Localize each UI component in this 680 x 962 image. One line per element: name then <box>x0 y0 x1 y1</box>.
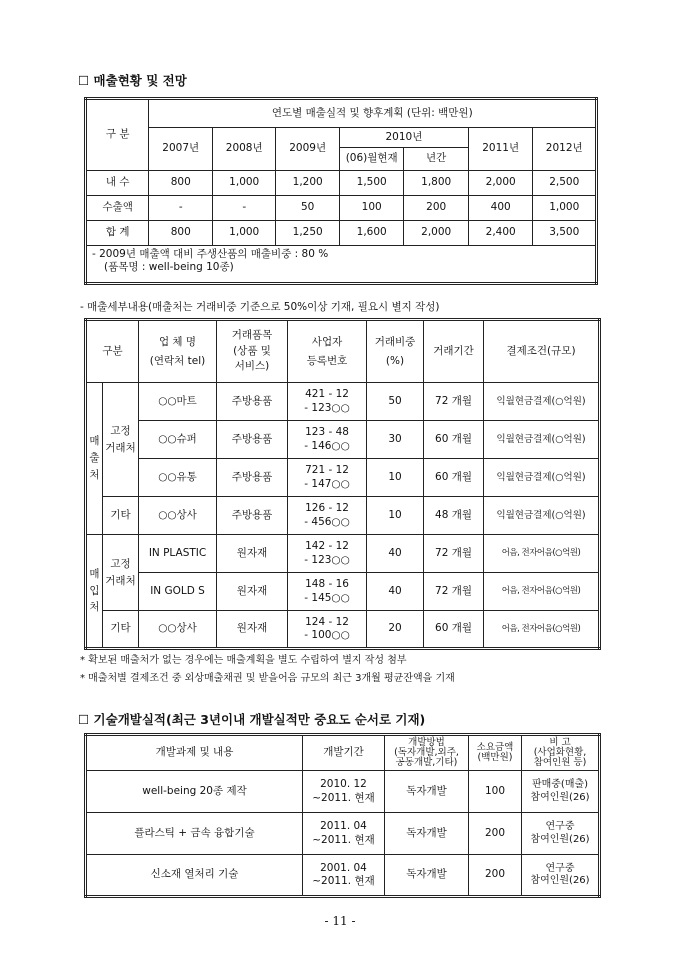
cell-biz-no: 142 - 12 - 123○○ <box>288 535 367 573</box>
cell-biz-no: 721 - 12 - 147○○ <box>288 459 367 497</box>
detail-row <box>86 611 600 649</box>
group-fixed-purchase: 고정 거래처 <box>103 535 139 611</box>
cell: 1,200 <box>276 171 339 196</box>
year-2011: 2011년 <box>468 128 533 171</box>
cell: - <box>212 196 275 221</box>
tech-table <box>84 733 601 898</box>
row-label: 수출액 <box>86 196 149 221</box>
tech-cell-task: well-being 20종 제작 <box>86 771 303 813</box>
cell-company: IN GOLD S <box>139 573 217 611</box>
page-number: - 11 - <box>324 914 356 928</box>
tech-header-task: 개발과제 및 내용 <box>86 735 303 771</box>
group-other-purchase: 기타 <box>103 611 139 649</box>
cell-company: IN PLASTIC <box>139 535 217 573</box>
header-category: 구분 <box>86 320 139 383</box>
cell-period: 72 개월 <box>424 535 484 573</box>
cell: 200 <box>404 196 469 221</box>
cell-terms: 어음, 전자어음(○억원) <box>484 535 600 573</box>
cell: 1,000 <box>212 171 275 196</box>
cell-terms: 익월현금결제(○억원) <box>484 459 600 497</box>
year-2008: 2008년 <box>212 128 275 171</box>
detail-table <box>84 318 601 650</box>
tech-row <box>86 855 600 897</box>
sales-footnote <box>86 246 597 284</box>
cell-items: 원자재 <box>217 535 288 573</box>
detail-row <box>86 573 600 611</box>
cell-biz-no: 421 - 12 - 123○○ <box>288 383 367 421</box>
cell: 2,000 <box>404 221 469 246</box>
cell-items: 주방용품 <box>217 383 288 421</box>
year-2012: 2012년 <box>533 128 597 171</box>
cell: 1,800 <box>404 171 469 196</box>
sales-corner-label: 구 분 <box>86 99 149 171</box>
sales-section-title: ☐ 매출현황 및 전망 <box>78 73 187 88</box>
header-period: 거래기간 <box>424 320 484 383</box>
detail-intro: - 매출세부내용(매출처는 거래비중 기준으로 50%이상 기재, 필요시 별지 작성) <box>80 301 440 313</box>
detail-note-1: * 확보된 매출처가 없는 경우에는 매출계획을 별도 수립하여 별지 작성 첨부 <box>80 655 407 666</box>
detail-row <box>86 459 600 497</box>
sales-table <box>84 97 598 285</box>
cell-biz-no: 126 - 12 - 456○○ <box>288 497 367 535</box>
cell-biz-no: 124 - 12 - 100○○ <box>288 611 367 649</box>
tech-cell-amount: 100 <box>469 771 522 813</box>
cell-ratio: 10 <box>367 459 424 497</box>
cell-items: 주방용품 <box>217 459 288 497</box>
sales-group-header: 연도별 매출실적 및 향후계획 (단위: 백만원) <box>149 99 597 128</box>
sales-row-export <box>86 196 597 221</box>
tech-cell-method: 독자개발 <box>385 813 469 855</box>
year-2010: 2010년 <box>339 128 468 148</box>
footnote-ratio: - 2009년 매출액 대비 주생산품의 매출비중 : 80 % <box>92 248 329 260</box>
tech-cell-amount: 200 <box>469 813 522 855</box>
cell: 1,000 <box>533 196 597 221</box>
cell: 2,400 <box>468 221 533 246</box>
tech-cell-period: 2010. 12 ~2011. 현재 <box>303 771 385 813</box>
cell-biz-no: 148 - 16 - 145○○ <box>288 573 367 611</box>
cell-terms: 익월현금결제(○억원) <box>484 383 600 421</box>
cell-period: 60 개월 <box>424 611 484 649</box>
year-2007: 2007년 <box>149 128 212 171</box>
sub-2010-annual: 년간 <box>404 148 469 171</box>
cell-terms: 어음, 전자어음(○억원) <box>484 573 600 611</box>
cell: 1,600 <box>339 221 404 246</box>
cell-terms: 익월현금결제(○억원) <box>484 421 600 459</box>
group-fixed: 고정 거래처 <box>103 383 139 497</box>
header-biz-no: 사업자 등록번호 <box>288 320 367 383</box>
cell: 1,250 <box>276 221 339 246</box>
cell-period: 60 개월 <box>424 459 484 497</box>
detail-row <box>86 497 600 535</box>
tech-cell-period: 2001. 04 ~2011. 현재 <box>303 855 385 897</box>
cell-items: 원자재 <box>217 573 288 611</box>
sub-2010-current: (06)월현재 <box>339 148 404 171</box>
header-terms: 결제조건(규모) <box>484 320 600 383</box>
year-2009: 2009년 <box>276 128 339 171</box>
cell: 400 <box>468 196 533 221</box>
detail-note-2: * 매출처별 결제조건 중 외상매출채권 및 받을어음 규모의 최근 3개월 평균잔액을 기재 <box>80 673 455 684</box>
group-sales: 매 출 처 <box>86 383 103 535</box>
cell-ratio: 10 <box>367 497 424 535</box>
cell-period: 48 개월 <box>424 497 484 535</box>
footnote-product: (품목명 : well-being 10종) <box>104 261 234 274</box>
tech-cell-method: 독자개발 <box>385 771 469 813</box>
cell: 2,000 <box>468 171 533 196</box>
tech-cell-remarks: 연구중 참여인원(26) <box>522 813 600 855</box>
detail-row <box>86 383 600 421</box>
header-company: 업 체 명 (연락처 tel) <box>139 320 217 383</box>
cell-ratio: 50 <box>367 383 424 421</box>
cell: 800 <box>149 171 212 196</box>
cell-ratio: 40 <box>367 573 424 611</box>
cell-terms: 어음, 전자어음(○억원) <box>484 611 600 649</box>
row-label: 내 수 <box>86 171 149 196</box>
cell-company: ○○슈퍼 <box>139 421 217 459</box>
sales-row-total <box>86 221 597 246</box>
tech-section-title: ☐ 기술개발실적(최근 3년이내 개발실적만 중요도 순서로 기재) <box>78 712 426 727</box>
tech-header-remarks: 비 고 (사업화현황, 참여인원 등) <box>522 735 600 771</box>
cell: 3,500 <box>533 221 597 246</box>
header-ratio: 거래비중 (%) <box>367 320 424 383</box>
cell-company: ○○유통 <box>139 459 217 497</box>
detail-row <box>86 421 600 459</box>
tech-cell-amount: 200 <box>469 855 522 897</box>
cell-period: 72 개월 <box>424 573 484 611</box>
cell: 50 <box>276 196 339 221</box>
tech-header-amount: 소요금액 (백만원) <box>469 735 522 771</box>
tech-header-period: 개발기간 <box>303 735 385 771</box>
cell-period: 60 개월 <box>424 421 484 459</box>
cell-period: 72 개월 <box>424 383 484 421</box>
cell-biz-no: 123 - 48 - 146○○ <box>288 421 367 459</box>
detail-row <box>86 535 600 573</box>
cell-items: 주방용품 <box>217 421 288 459</box>
row-label: 합 계 <box>86 221 149 246</box>
group-other-sales: 기타 <box>103 497 139 535</box>
tech-header-method: 개발방법 (독자개발,외주, 공동개발,기타) <box>385 735 469 771</box>
cell-terms: 익월현금결제(○억원) <box>484 497 600 535</box>
cell-ratio: 30 <box>367 421 424 459</box>
cell: 800 <box>149 221 212 246</box>
header-items: 거래품목 (상품 및 서비스) <box>217 320 288 383</box>
sales-row-domestic <box>86 171 597 196</box>
cell: 2,500 <box>533 171 597 196</box>
tech-cell-remarks: 판매중(매출) 참여인원(26) <box>522 771 600 813</box>
cell-company: ○○마트 <box>139 383 217 421</box>
cell-company: ○○상사 <box>139 611 217 649</box>
cell: 1,000 <box>212 221 275 246</box>
cell-ratio: 20 <box>367 611 424 649</box>
cell-items: 주방용품 <box>217 497 288 535</box>
cell: - <box>149 196 212 221</box>
tech-row <box>86 813 600 855</box>
cell-company: ○○상사 <box>139 497 217 535</box>
tech-cell-method: 독자개발 <box>385 855 469 897</box>
tech-cell-remarks: 연구중 참여인원(26) <box>522 855 600 897</box>
tech-row <box>86 771 600 813</box>
cell-items: 원자재 <box>217 611 288 649</box>
cell: 100 <box>339 196 404 221</box>
group-purchase: 매 입 처 <box>86 535 103 649</box>
cell-ratio: 40 <box>367 535 424 573</box>
tech-cell-task: 신소재 열처리 기술 <box>86 855 303 897</box>
tech-cell-period: 2011. 04 ~2011. 현재 <box>303 813 385 855</box>
cell: 1,500 <box>339 171 404 196</box>
tech-cell-task: 플라스틱 + 금속 융합기술 <box>86 813 303 855</box>
